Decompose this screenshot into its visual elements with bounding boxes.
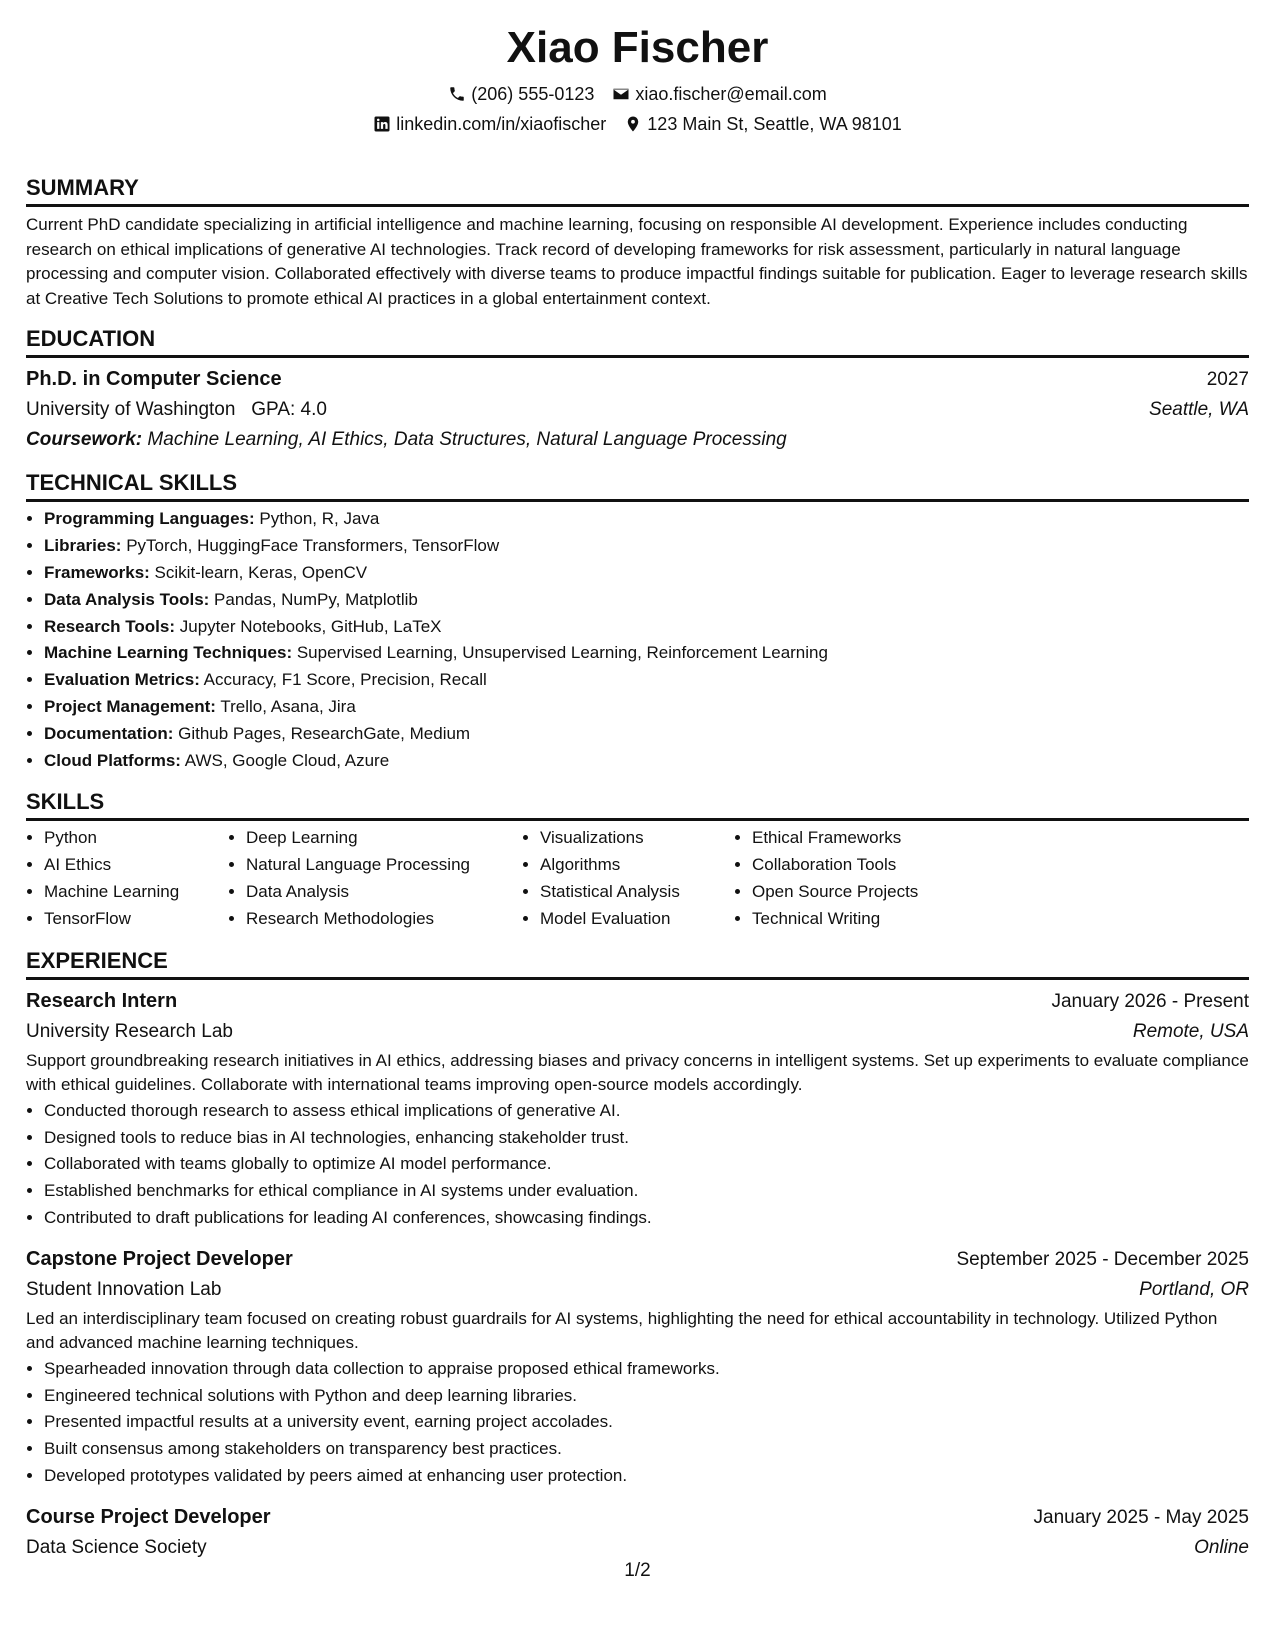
email-contact[interactable] — [612, 82, 826, 106]
school-and-gpa — [26, 395, 327, 425]
job-location: Remote, USA — [1132, 1020, 1249, 1042]
skills-grid — [26, 825, 1249, 932]
list-item — [44, 694, 1249, 721]
skill-category: Cloud Platforms: — [44, 750, 181, 770]
resume-page — [26, 20, 1249, 1563]
experience-row-2 — [26, 1533, 1249, 1563]
section-title-education: EDUCATION — [26, 325, 1249, 358]
list-item: • Spearheaded innovation through data collection to appraise proposed ethical frameworks. — [44, 1356, 1249, 1383]
list-item: • Collaborated with teams globally to optimize AI model performance. — [44, 1151, 1249, 1178]
skill-category: Project Management: — [44, 696, 216, 716]
list-item: • Data Analysis — [246, 879, 522, 906]
skill-category: Research Tools: — [44, 616, 176, 636]
candidate-name: Xiao Fischer — [506, 23, 769, 72]
experience-entry-3 — [26, 1502, 1249, 1563]
job-dates: January 2025 - May 2025 — [1033, 1506, 1249, 1528]
list-item: • Visualizations — [540, 825, 734, 852]
list-item — [44, 667, 1249, 694]
coursework-label: Coursework: — [26, 429, 143, 451]
skill-values: AWS, Google Cloud, Azure — [180, 750, 390, 770]
skill-values: PyTorch, HuggingFace Transformers, TensorFlow — [121, 536, 500, 556]
list-item: • Contributed to draft publications for leading AI conferences, showcasing findings. — [44, 1205, 1249, 1232]
skills-column-2 — [228, 825, 522, 932]
job-location: Portland, OR — [1139, 1278, 1249, 1300]
experience-entry-1 — [26, 986, 1249, 1232]
skill-values: Python, R, Java — [254, 509, 380, 529]
technical-skills-list — [26, 506, 1249, 774]
job-title: Capstone Project Developer — [26, 1247, 293, 1270]
skill-category: Frameworks: — [44, 562, 150, 582]
linkedin-text[interactable]: linkedin.com/in/xiaofischer — [396, 114, 607, 134]
phone-contact — [448, 82, 594, 106]
job-description: Led an interdisciplinary team focused on creating robust guardrails for AI systems, highlighting the need for ethical accountability in technology. Utilized Python and advanced machine learning techniques. — [26, 1308, 1218, 1353]
skill-category: Documentation: — [44, 723, 174, 743]
list-item — [44, 640, 1249, 667]
phone-text: (206) 555-0123 — [471, 84, 595, 104]
experience-row-1 — [26, 986, 1249, 1017]
list-item — [44, 506, 1249, 533]
education-location: Seattle, WA — [1149, 399, 1249, 421]
organization: University Research Lab — [26, 1020, 233, 1042]
job-dates: September 2025 - December 2025 — [956, 1248, 1249, 1270]
experience-section — [26, 947, 1249, 1563]
experience-row-2 — [26, 1275, 1249, 1305]
section-title-skills: SKILLS — [26, 788, 1249, 821]
list-item: • Open Source Projects — [752, 879, 972, 906]
experience-row-1 — [26, 1502, 1249, 1533]
linkedin-icon — [373, 115, 391, 133]
job-bullets — [26, 1098, 1249, 1232]
education-row-2 — [26, 395, 1249, 425]
phone-icon — [448, 85, 466, 103]
address-text: 123 Main St, Seattle, WA 98101 — [647, 114, 902, 134]
contact-row-2 — [26, 112, 1249, 136]
list-item: • Designed tools to reduce bias in AI technologies, enhancing stakeholder trust. — [44, 1125, 1249, 1152]
list-item: • Technical Writing — [752, 906, 972, 933]
section-title-summary: SUMMARY — [26, 174, 1249, 207]
list-item: • Collaboration Tools — [752, 852, 972, 879]
list-item: • Algorithms — [540, 852, 734, 879]
skills-column-3 — [522, 825, 734, 932]
linkedin-contact[interactable] — [373, 112, 606, 136]
list-item — [44, 748, 1249, 775]
email-text[interactable]: xiao.fischer@email.com — [635, 84, 827, 104]
summary-section — [26, 174, 1249, 311]
section-title-technical-skills: TECHNICAL SKILLS — [26, 469, 1249, 502]
skill-category: Machine Learning Techniques: — [44, 643, 293, 663]
experience-row-1 — [26, 1244, 1249, 1275]
list-item: • Conducted thorough research to assess ethical implications of generative AI. — [44, 1098, 1249, 1125]
experience-row-2 — [26, 1017, 1249, 1047]
section-title-experience: EXPERIENCE — [26, 947, 1249, 980]
graduation-year: 2027 — [1206, 369, 1249, 391]
list-item: • Machine Learning — [44, 879, 228, 906]
education-entry — [26, 364, 1249, 455]
experience-entry-2 — [26, 1244, 1249, 1490]
list-item: • Natural Language Processing — [246, 852, 522, 879]
skill-category: Programming Languages: — [44, 509, 255, 529]
job-title: Course Project Developer — [26, 1505, 271, 1528]
list-item: • Presented impactful results at a university event, earning project accolades. — [44, 1409, 1249, 1436]
skill-values: Supervised Learning, Unsupervised Learning, Reinforcement Learning — [292, 643, 828, 663]
skill-values: Trello, Asana, Jira — [215, 696, 356, 716]
list-item — [44, 721, 1249, 748]
list-item: • Research Methodologies — [246, 906, 522, 933]
organization: Student Innovation Lab — [26, 1278, 222, 1300]
list-item: • Built consensus among stakeholders on transparency best practices. — [44, 1436, 1249, 1463]
list-item: • Engineered technical solutions with Python and deep learning libraries. — [44, 1383, 1249, 1410]
list-item: • Statistical Analysis — [540, 879, 734, 906]
skill-values: Github Pages, ResearchGate, Medium — [173, 723, 471, 743]
list-item: • Established benchmarks for ethical compliance in AI systems under evaluation. — [44, 1178, 1249, 1205]
education-row-1 — [26, 364, 1249, 395]
list-item — [44, 587, 1249, 614]
coursework — [26, 425, 1249, 455]
list-item: • Developed prototypes validated by peers aimed at enhancing user protection. — [44, 1463, 1249, 1490]
education-section — [26, 325, 1249, 455]
job-bullets — [26, 1356, 1249, 1490]
technical-skills-section — [26, 469, 1249, 774]
list-item: • Model Evaluation — [540, 906, 734, 933]
list-item: • TensorFlow — [44, 906, 228, 933]
organization: Data Science Society — [26, 1536, 207, 1558]
skill-category: Data Analysis Tools: — [44, 589, 210, 609]
skill-values: Jupyter Notebooks, GitHub, LaTeX — [175, 616, 442, 636]
list-item: • Ethical Frameworks — [752, 825, 972, 852]
list-item — [44, 533, 1249, 560]
school-name: University of Washington — [26, 399, 236, 421]
contact-row-1 — [26, 82, 1249, 106]
list-item: • AI Ethics — [44, 852, 228, 879]
list-item — [44, 614, 1249, 641]
address-contact — [624, 112, 902, 136]
summary-text: Current PhD candidate specializing in artificial intelligence and machine learning, focusing on responsible AI development. Experience includes conducting research on ethical implications of generative AI technologies. Track record of developing frameworks for risk assessment, particularly in natural language processing and computer vision. Collaborated effectively with diverse teams to produce impactful findings suitable for publication. Eager to leverage research skills at Creative Tech Solutions to promote ethical AI practices in a global entertainment context. — [26, 215, 1248, 308]
skill-category: Evaluation Metrics: — [44, 670, 200, 690]
list-item: • Python — [44, 825, 228, 852]
skill-category: Libraries: — [44, 536, 122, 556]
skill-values: Accuracy, F1 Score, Precision, Recall — [199, 670, 487, 690]
skills-column-1 — [26, 825, 228, 932]
coursework-list: Machine Learning, AI Ethics, Data Structures, Natural Language Processing — [142, 429, 787, 451]
gpa: GPA: 4.0 — [251, 399, 327, 421]
skill-values: Pandas, NumPy, Matplotlib — [209, 589, 418, 609]
list-item: • Deep Learning — [246, 825, 522, 852]
envelope-icon — [612, 85, 630, 103]
list-item — [44, 560, 1249, 587]
job-dates: January 2026 - Present — [1051, 990, 1249, 1012]
skills-section — [26, 788, 1249, 932]
skills-column-4 — [734, 825, 972, 932]
page-number: 1/2 — [624, 1560, 651, 1581]
job-description: Support groundbreaking research initiatives in AI ethics, addressing biases and privacy concerns in intelligent systems. Set up experiments to evaluate compliance with ethical guidelines. Collaborate with international teams improving open-source models accordingly. — [26, 1050, 1249, 1095]
job-title: Research Intern — [26, 989, 178, 1012]
degree: Ph.D. in Computer Science — [26, 368, 282, 391]
skill-values: Scikit-learn, Keras, OpenCV — [149, 562, 368, 582]
job-location: Online — [1194, 1536, 1249, 1558]
location-pin-icon — [624, 115, 642, 133]
